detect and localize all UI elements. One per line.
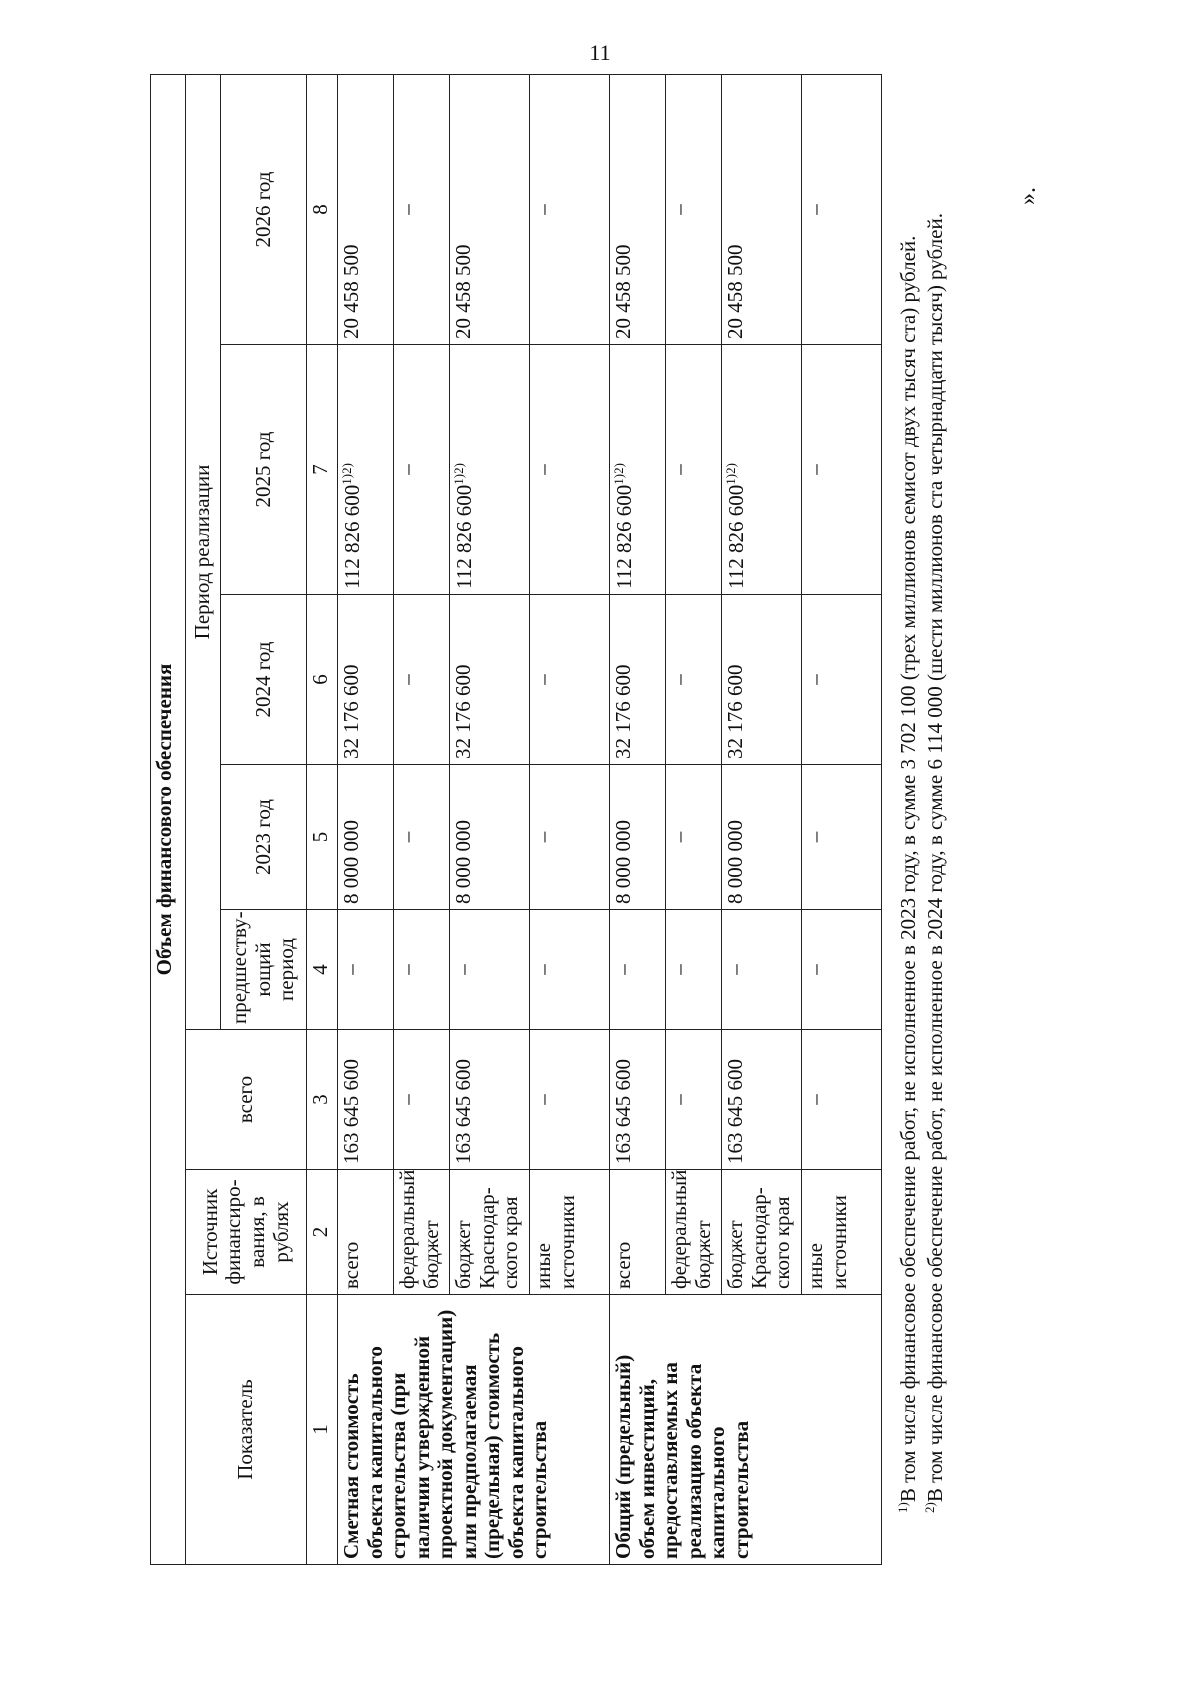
header-total: всего [186, 1030, 307, 1170]
source-cell-value: всего [611, 1241, 635, 1289]
previous-period-cell-value: – [667, 964, 691, 975]
source-cell-value: федеральный бюджет [667, 1169, 715, 1289]
footnote-text: В том числе финансовое обеспечение работ, не исполненное в 2024 году, в сумме 6 114 000 (шести миллионов ста четырнадцати тысяч) рублей. [922, 213, 947, 1503]
source-cell [722, 1170, 802, 1295]
header-2024: 2024 год [221, 595, 307, 765]
year-2025-cell-value: – [667, 464, 691, 475]
previous-period-cell [722, 910, 802, 1030]
header-indicator: Показатель [186, 1295, 307, 1565]
previous-period-cell [610, 910, 666, 1030]
year-2023-cell [450, 765, 530, 910]
source-cell [338, 1170, 394, 1295]
total-cell-value: – [803, 1094, 827, 1105]
footnote-reference: 1)2) [611, 463, 626, 485]
total-cell-value: 163 645 600 [611, 1059, 635, 1164]
year-2026-cell-value: 20 458 500 [339, 244, 363, 339]
total-cell [530, 1030, 610, 1170]
column-number: 7 [307, 345, 338, 595]
year-2025-cell [722, 345, 802, 595]
header-2026: 2026 год [221, 74, 307, 344]
footnotes [895, 75, 948, 1565]
total-cell [394, 1030, 450, 1170]
table-row [610, 74, 666, 1564]
source-cell-value: иные источники [803, 1195, 851, 1289]
header-source: Источник финансиро-вания, в рублях [186, 1170, 307, 1295]
previous-period-cell-value: – [339, 964, 363, 975]
year-2024-cell [338, 595, 394, 765]
year-2026-cell [394, 74, 450, 344]
previous-period-cell [450, 910, 530, 1030]
previous-period-cell-value: – [611, 964, 635, 975]
year-2026-cell [450, 74, 530, 344]
total-cell [610, 1030, 666, 1170]
source-cell [802, 1170, 882, 1295]
source-cell [610, 1170, 666, 1295]
year-2024-cell-value: – [531, 674, 555, 685]
year-2026-cell [610, 74, 666, 344]
year-2025-cell-value: 112 826 600 [724, 484, 748, 589]
year-2025-cell [394, 345, 450, 595]
year-2023-cell-value: 8 000 000 [339, 820, 363, 904]
year-2024-cell [722, 595, 802, 765]
year-2023-cell-value: – [803, 831, 827, 843]
previous-period-cell [802, 910, 882, 1030]
year-2025-cell-value: 112 826 600 [612, 484, 636, 589]
year-2025-cell-value: 112 826 600 [340, 484, 364, 589]
year-2023-cell [338, 765, 394, 910]
year-2025-cell-value: 112 826 600 [452, 484, 476, 589]
header-previous: предшеству-ющий период [221, 910, 307, 1030]
year-2026-cell-value: – [667, 204, 691, 215]
year-2023-cell-value: – [667, 831, 691, 843]
year-2025-cell [338, 345, 394, 595]
source-cell-value: бюджет Краснодар-ского края [451, 1187, 523, 1289]
table-title: Объем финансового обеспечения [151, 74, 186, 1564]
indicator-cell: Сметная стоимость объекта капитального строительства (при наличии утвержденной проектной документации) или предполагаемая (предельная) стоимость объекта капитального строительства [338, 1295, 610, 1565]
year-2023-cell [666, 765, 722, 910]
total-cell [450, 1030, 530, 1170]
total-cell-value: – [531, 1094, 555, 1105]
year-2025-cell [802, 345, 882, 595]
source-cell [394, 1170, 450, 1295]
source-cell-value: всего [339, 1241, 363, 1289]
previous-period-cell [394, 910, 450, 1030]
year-2024-cell-value: 32 176 600 [723, 664, 747, 759]
year-2026-cell [802, 74, 882, 344]
year-2024-cell [530, 595, 610, 765]
source-cell-value: бюджет Краснодар-ского края [723, 1187, 795, 1289]
year-2026-cell [530, 74, 610, 344]
column-number: 3 [307, 1030, 338, 1170]
column-number: 8 [307, 74, 338, 344]
year-2026-cell-value: – [395, 204, 419, 215]
year-2026-cell [666, 74, 722, 344]
source-cell [450, 1170, 530, 1295]
column-number: 1 [307, 1295, 338, 1565]
footnote-mark: 1) [895, 1502, 910, 1513]
year-2024-cell-value: – [395, 674, 419, 685]
column-number: 4 [307, 910, 338, 1030]
total-cell-value: 163 645 600 [339, 1059, 363, 1164]
year-2023-cell-value: 8 000 000 [451, 820, 475, 904]
year-2024-cell [802, 595, 882, 765]
table-body [338, 74, 882, 1564]
previous-period-cell-value: – [723, 964, 747, 975]
year-2023-cell-value: 8 000 000 [611, 820, 635, 904]
year-2025-cell [666, 345, 722, 595]
footnote [895, 75, 922, 1565]
column-number: 2 [307, 1170, 338, 1295]
year-2023-cell-value: 8 000 000 [723, 820, 747, 904]
year-2023-cell [722, 765, 802, 910]
year-2025-cell [530, 345, 610, 595]
total-cell [666, 1030, 722, 1170]
total-cell-value: – [667, 1094, 691, 1105]
source-cell-value: федеральный бюджет [395, 1169, 443, 1289]
footnote-reference: 1)2) [723, 463, 738, 485]
total-cell-value: 163 645 600 [723, 1059, 747, 1164]
header-2023: 2023 год [221, 765, 307, 910]
year-2025-cell-value: – [803, 464, 827, 475]
year-2026-cell [722, 74, 802, 344]
year-2023-cell [610, 765, 666, 910]
year-2024-cell-value: 32 176 600 [611, 664, 635, 759]
previous-period-cell-value: – [803, 964, 827, 975]
footnote-reference: 1)2) [339, 463, 354, 485]
year-2024-cell [666, 595, 722, 765]
financing-table [150, 74, 882, 1565]
column-number: 5 [307, 765, 338, 910]
year-2026-cell-value: 20 458 500 [611, 244, 635, 339]
footnote-mark: 2) [921, 1502, 937, 1513]
year-2023-cell [530, 765, 610, 910]
previous-period-cell-value: – [451, 964, 475, 975]
total-cell-value: – [395, 1094, 419, 1105]
year-2023-cell-value: – [395, 831, 419, 843]
total-cell [338, 1030, 394, 1170]
year-2026-cell [338, 74, 394, 344]
year-2024-cell [450, 595, 530, 765]
source-cell-value: иные источники [531, 1195, 579, 1289]
year-2025-cell [610, 345, 666, 595]
page-number: 11 [589, 40, 611, 65]
year-2026-cell-value: 20 458 500 [723, 244, 747, 339]
source-cell [530, 1170, 610, 1295]
year-2026-cell-value: – [803, 204, 827, 215]
year-2023-cell [394, 765, 450, 910]
table-row [338, 74, 394, 1564]
previous-period-cell-value: – [531, 964, 555, 975]
header-2025: 2025 год [221, 345, 307, 595]
closing-quote-mark: ». [1015, 187, 1041, 205]
year-2023-cell-value: – [531, 831, 555, 843]
footnote [922, 75, 949, 1565]
year-2024-cell [610, 595, 666, 765]
year-2025-cell-value: – [531, 464, 555, 475]
footnote-reference: 1)2) [451, 463, 466, 485]
column-number: 6 [307, 595, 338, 765]
previous-period-cell [338, 910, 394, 1030]
source-cell [666, 1170, 722, 1295]
year-2023-cell [802, 765, 882, 910]
indicator-cell: Общий (предельный) объем инвестиций, предоставляемых на реализацию объекта капитального строительства [610, 1295, 882, 1565]
year-2025-cell [450, 345, 530, 595]
previous-period-cell [666, 910, 722, 1030]
year-2026-cell-value: – [531, 204, 555, 215]
footnote-text: В том числе финансовое обеспечение работ, не исполненное в 2023 году, в сумме 3 702 100 (трех миллионов семисот двух тысяч ста) рублей. [896, 235, 920, 1503]
total-cell-value: 163 645 600 [451, 1059, 475, 1164]
year-2024-cell-value: 32 176 600 [339, 664, 363, 759]
year-2024-cell-value: – [667, 674, 691, 685]
year-2024-cell-value: – [803, 674, 827, 685]
header-period: Период реализации [186, 74, 221, 1029]
previous-period-cell-value: – [395, 964, 419, 975]
year-2024-cell [394, 595, 450, 765]
year-2026-cell-value: 20 458 500 [451, 244, 475, 339]
total-cell [802, 1030, 882, 1170]
year-2025-cell-value: – [395, 464, 419, 475]
rotated-table-page [150, 75, 1110, 1565]
total-cell [722, 1030, 802, 1170]
previous-period-cell [530, 910, 610, 1030]
year-2024-cell-value: 32 176 600 [451, 664, 475, 759]
